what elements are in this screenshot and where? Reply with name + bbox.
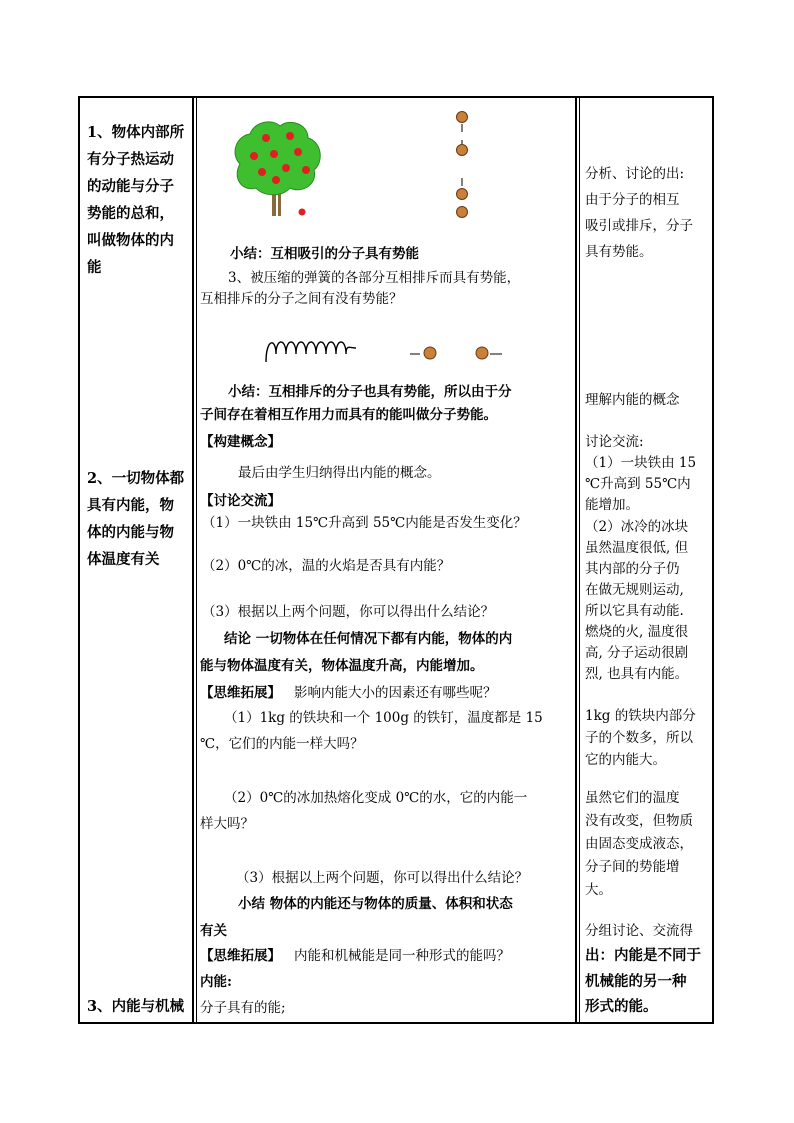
discuss-question: （1）一块铁由 15℃升高到 55℃内能是否发生变化？: [202, 515, 527, 531]
apple: [262, 134, 270, 142]
discuss-answer-line: 高, 分子运动很剧: [585, 645, 689, 661]
discuss-answer-line: （1）一块铁由 15: [585, 455, 697, 471]
build-concept-heading: 【构建概念】: [200, 434, 281, 450]
think2-heading: 【思维拓展】: [200, 948, 281, 964]
think2-text: 内能和机械能是同一种形式的能吗？: [294, 948, 510, 964]
topic-2-line: 体温度有关: [87, 551, 160, 568]
column-divider-2b: [579, 96, 580, 1024]
internal-energy-text: 分子具有的能;: [200, 1000, 286, 1016]
think-text: 影响内能大小的因素还有哪些呢？: [294, 685, 497, 701]
apple: [250, 152, 258, 160]
table-right-border: [712, 96, 714, 1024]
summary-repel: 小结：互相排斥的分子也具有势能，所以由于分: [228, 384, 512, 400]
apple: [282, 164, 290, 172]
topic-2-line: 体的内能与物: [87, 524, 174, 541]
conclusion: 能与物体温度有关，物体温度升高，内能增加。: [200, 658, 484, 674]
topic-1-line: 叫做物体的内: [87, 232, 174, 249]
discuss-question: （3）根据以上两个问题，你可以得出什么结论？: [202, 604, 495, 620]
summary-3: 小结 物体的内能还与物体的质量、体积和状态: [238, 896, 513, 912]
internal-energy-heading: 内能:: [200, 974, 232, 990]
understand-concept: 理解内能的概念: [585, 392, 680, 408]
group-conclusion-line: 出：内能是不同于: [585, 947, 701, 964]
discuss-answer-line: （2）冰冷的冰块: [585, 519, 689, 535]
table-left-border: [78, 96, 80, 1024]
lesson-table: [78, 96, 714, 1024]
discuss-answer-line: 烈, 也具有内能。: [585, 666, 689, 682]
topic-2-line: 2、一切物体都: [87, 470, 185, 487]
apple: [302, 166, 310, 174]
falling-apple: [299, 209, 306, 216]
compressed-spring-illustration: [264, 334, 358, 372]
apple: [258, 168, 266, 176]
think-question: 样大吗？: [200, 816, 254, 832]
think-heading: 【思维拓展】: [200, 685, 281, 701]
apple: [270, 150, 278, 158]
table-top-border: [78, 96, 714, 98]
column-divider-2: [575, 96, 577, 1024]
build-concept-text: 最后由学生归纳得出内能的概念。: [238, 465, 441, 481]
discuss-answer-line: 其内部的分子仍: [585, 561, 680, 577]
molecule: [457, 112, 468, 123]
tree-crown: [235, 122, 320, 195]
topic-1-line: 1、物体内部所: [87, 124, 185, 141]
apple: [294, 148, 302, 156]
topic-1-line: 能: [87, 259, 102, 276]
discuss-answer-line: 虽然温度很低, 但: [585, 540, 689, 556]
summary-repel: 子间存在着相互作用力而具有的能叫做分子势能。: [200, 407, 497, 423]
molecule: [424, 347, 436, 359]
analysis-line: 分析、讨论的出:: [585, 166, 685, 182]
think-question: ℃，它们的内能一样大吗？: [200, 736, 364, 752]
topic-1-line: 势能的总和，: [87, 205, 174, 222]
analysis-line: 吸引或排斥，分子: [585, 218, 693, 234]
column-divider-1: [192, 96, 194, 1024]
topic-2-line: 具有内能，物: [87, 497, 174, 514]
think-question: （3）根据以上两个问题，你可以得出什么结论？: [236, 870, 529, 886]
summary-attract: 小结：互相吸引的分子具有势能: [230, 246, 419, 262]
group-conclusion-line: 机械能的另一种: [585, 973, 687, 990]
table-bottom-border: [78, 1022, 714, 1024]
spring-coil: [266, 342, 356, 362]
spring-question: 3、被压缩的弹簧的各部分互相排斥而具有势能，: [228, 270, 521, 286]
mass-answer-line: 1kg 的铁块内部分: [585, 708, 696, 724]
group-discussion-line: 分组讨论、交流得: [585, 923, 693, 939]
state-answer-line: 虽然它们的温度: [585, 790, 680, 806]
state-answer-line: 分子间的势能增: [585, 859, 680, 875]
discuss-answer-line: 所以它具有动能.: [585, 603, 684, 619]
discuss-answer-line: ℃升高到 55℃内: [585, 476, 691, 492]
analysis-line: 由于分子的相互: [585, 192, 680, 208]
state-answer-line: 没有改变，但物质: [585, 813, 693, 829]
attracting-molecules-illustration: [452, 110, 474, 222]
spring-question: 互相排斥的分子之间有没有势能？: [200, 291, 403, 307]
discuss-question: （2）0℃的冰，温的火焰是否具有内能？: [202, 558, 451, 574]
apple: [286, 132, 294, 140]
topic-3-line: 3、内能与机械: [87, 998, 185, 1015]
molecule: [457, 145, 468, 156]
topic-1-line: 有分子热运动: [87, 151, 174, 168]
apple: [272, 176, 280, 184]
discuss-answer-line: 能增加。: [585, 497, 639, 513]
think-question: （2）0℃的冰加热熔化变成 0℃的水，它的内能一: [224, 790, 528, 806]
conclusion: 结论 一切物体在任何情况下都有内能，物体的内: [224, 631, 513, 647]
analysis-line: 具有势能。: [585, 244, 653, 260]
repelling-molecules-illustration: [408, 344, 504, 364]
molecule: [476, 347, 488, 359]
molecule: [457, 207, 468, 218]
think-question: （1）1kg 的铁块和一个 100g 的铁钉，温度都是 15: [224, 710, 543, 726]
column-divider-1b: [196, 96, 197, 1024]
group-conclusion-line: 形式的能。: [585, 998, 658, 1015]
state-answer-line: 大。: [585, 882, 612, 898]
discuss-answer-line: 燃烧的火, 温度很: [585, 624, 689, 640]
discuss-heading: 【讨论交流】: [200, 493, 281, 509]
state-answer-line: 由固态变成液态，: [585, 836, 693, 852]
apple-tree-illustration: [228, 118, 328, 223]
discuss-answer-line: 在做无规则运动,: [585, 582, 684, 598]
molecule: [457, 189, 468, 200]
discuss-answer-line: 讨论交流:: [585, 434, 644, 450]
summary-3: 有关: [200, 923, 227, 939]
topic-1-line: 的动能与分子: [87, 178, 174, 195]
mass-answer-line: 子的个数多，所以: [585, 730, 693, 746]
mass-answer-line: 它的内能大。: [585, 752, 666, 768]
